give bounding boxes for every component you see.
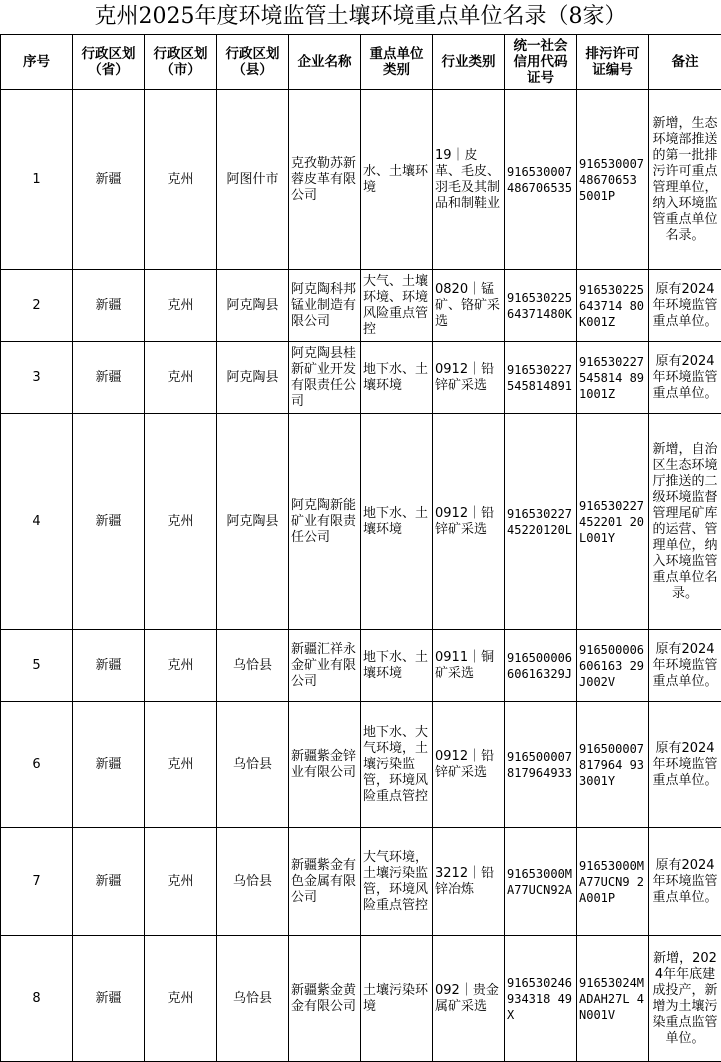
header-company: 企业名称 [289,35,361,90]
cell-no: 7 [1,828,73,936]
cell-no: 5 [1,630,73,702]
cell-company: 新疆汇祥永金矿业有限公司 [289,630,361,702]
cell-note: 原有2024年环境监管重点单位。 [649,702,721,828]
cell-city: 克州 [145,828,217,936]
cell-province: 新疆 [73,630,145,702]
cell-county: 乌恰县 [217,828,289,936]
header-industry: 行业类别 [433,35,505,90]
cell-category: 地下水、土壤环境 [361,342,433,414]
cell-permit: 91653000MA77UCN9 2A001P [577,828,649,936]
cell-province: 新疆 [73,270,145,342]
cell-credit: 91653000MA77UCN92A [505,828,577,936]
table-row [1,90,721,270]
cell-county: 阿克陶县 [217,270,289,342]
cell-permit: 916500007817964 933001Y [577,702,649,828]
cell-note: 新增，2024年年底建成投产，新增为土壤污染重点监管单位。 [649,936,721,1062]
cell-company: 新疆紫金黄金有限公司 [289,936,361,1062]
cell-note: 原有2024年环境监管重点单位。 [649,828,721,936]
cell-company: 克孜勒苏新蓉皮革有限公司 [289,90,361,270]
cell-city: 克州 [145,90,217,270]
cell-industry: 0820｜锰矿、铬矿采选 [433,270,505,342]
page-title: 克州2025年度环境监管土壤环境重点单位名录（8家） [0,0,721,34]
cell-industry: 0912｜铅锌矿采选 [433,702,505,828]
unit-table [0,34,721,1062]
cell-category: 地下水、大气环境，土壤污染监管，环境风险重点管控 [361,702,433,828]
table-row [1,414,721,630]
cell-city: 克州 [145,630,217,702]
cell-no: 4 [1,414,73,630]
cell-county: 乌恰县 [217,702,289,828]
cell-no: 1 [1,90,73,270]
cell-note: 原有2024年环境监管重点单位。 [649,630,721,702]
cell-province: 新疆 [73,936,145,1062]
cell-industry: 3212｜铅锌冶炼 [433,828,505,936]
cell-county: 乌恰县 [217,630,289,702]
cell-category: 地下水、土壤环境 [361,414,433,630]
cell-industry: 19｜皮革、毛皮、羽毛及其制品和制鞋业 [433,90,505,270]
cell-city: 克州 [145,936,217,1062]
table-row [1,630,721,702]
cell-credit: 91653022564371480K [505,270,577,342]
cell-permit: 916500006606163 29J002V [577,630,649,702]
cell-note: 新增，自治区生态环境厅推送的二级环境监督管理尾矿库的运营、管理单位，纳入环境监管重点单位名录。 [649,414,721,630]
header-credit: 统一社会信用代码证号 [505,35,577,90]
cell-city: 克州 [145,414,217,630]
cell-credit: 916530246934318 49X [505,936,577,1062]
cell-city: 克州 [145,270,217,342]
table-row [1,936,721,1062]
cell-province: 新疆 [73,702,145,828]
cell-no: 8 [1,936,73,1062]
cell-category: 土壤污染环境 [361,936,433,1062]
table-row [1,702,721,828]
cell-county: 阿克陶县 [217,414,289,630]
table-row [1,270,721,342]
cell-company: 新疆紫金锌业有限公司 [289,702,361,828]
cell-city: 克州 [145,342,217,414]
header-permit: 排污许可证编号 [577,35,649,90]
cell-company: 阿克陶科邦锰业制造有限公司 [289,270,361,342]
cell-county: 乌恰县 [217,936,289,1062]
table-row [1,828,721,936]
header-city: 行政区划（市） [145,35,217,90]
cell-industry: 0911｜铜矿采选 [433,630,505,702]
cell-credit: 916500007817964933 [505,702,577,828]
cell-category: 地下水、土壤环境 [361,630,433,702]
cell-category: 大气环境，土壤污染监管，环境风险重点管控 [361,828,433,936]
cell-permit: 91653000748670653 5001P [577,90,649,270]
cell-no: 2 [1,270,73,342]
cell-permit: 916530225643714 80K001Z [577,270,649,342]
cell-industry: 092｜贵金属矿采选 [433,936,505,1062]
cell-province: 新疆 [73,342,145,414]
cell-permit: 916530227545814 891001Z [577,342,649,414]
cell-permit: 916530227452201 20L001Y [577,414,649,630]
header-province: 行政区划（省） [73,35,145,90]
cell-industry: 0912｜铅锌矿采选 [433,414,505,630]
cell-category: 大气、土壤环境、环境风险重点管控 [361,270,433,342]
cell-no: 6 [1,702,73,828]
header-no: 序号 [1,35,73,90]
cell-city: 克州 [145,702,217,828]
cell-county: 阿克陶县 [217,342,289,414]
cell-industry: 0912｜铅锌矿采选 [433,342,505,414]
header-county: 行政区划（县） [217,35,289,90]
cell-credit: 916530007486706535 [505,90,577,270]
cell-credit: 91653022745220120L [505,414,577,630]
cell-credit: 916530227545814891 [505,342,577,414]
cell-province: 新疆 [73,90,145,270]
cell-province: 新疆 [73,414,145,630]
header-row [1,35,721,90]
header-note: 备注 [649,35,721,90]
header-category: 重点单位类别 [361,35,433,90]
cell-company: 新疆紫金有色金属有限公司 [289,828,361,936]
cell-note: 原有2024年环境监管重点单位。 [649,270,721,342]
cell-county: 阿图什市 [217,90,289,270]
cell-no: 3 [1,342,73,414]
cell-company: 阿克陶新能矿业有限责任公司 [289,414,361,630]
cell-permit: 91653024MADAH27L 4N001V [577,936,649,1062]
cell-category: 水、土壤环境 [361,90,433,270]
table-row [1,342,721,414]
cell-province: 新疆 [73,828,145,936]
cell-company: 阿克陶县桂新矿业开发有限责任公司 [289,342,361,414]
cell-note: 新增，生态环境部推送的第一批排污许可重点管理单位，纳入环境监管重点单位名录。 [649,90,721,270]
cell-credit: 91650000660616329J [505,630,577,702]
cell-note: 原有2024年环境监管重点单位。 [649,342,721,414]
